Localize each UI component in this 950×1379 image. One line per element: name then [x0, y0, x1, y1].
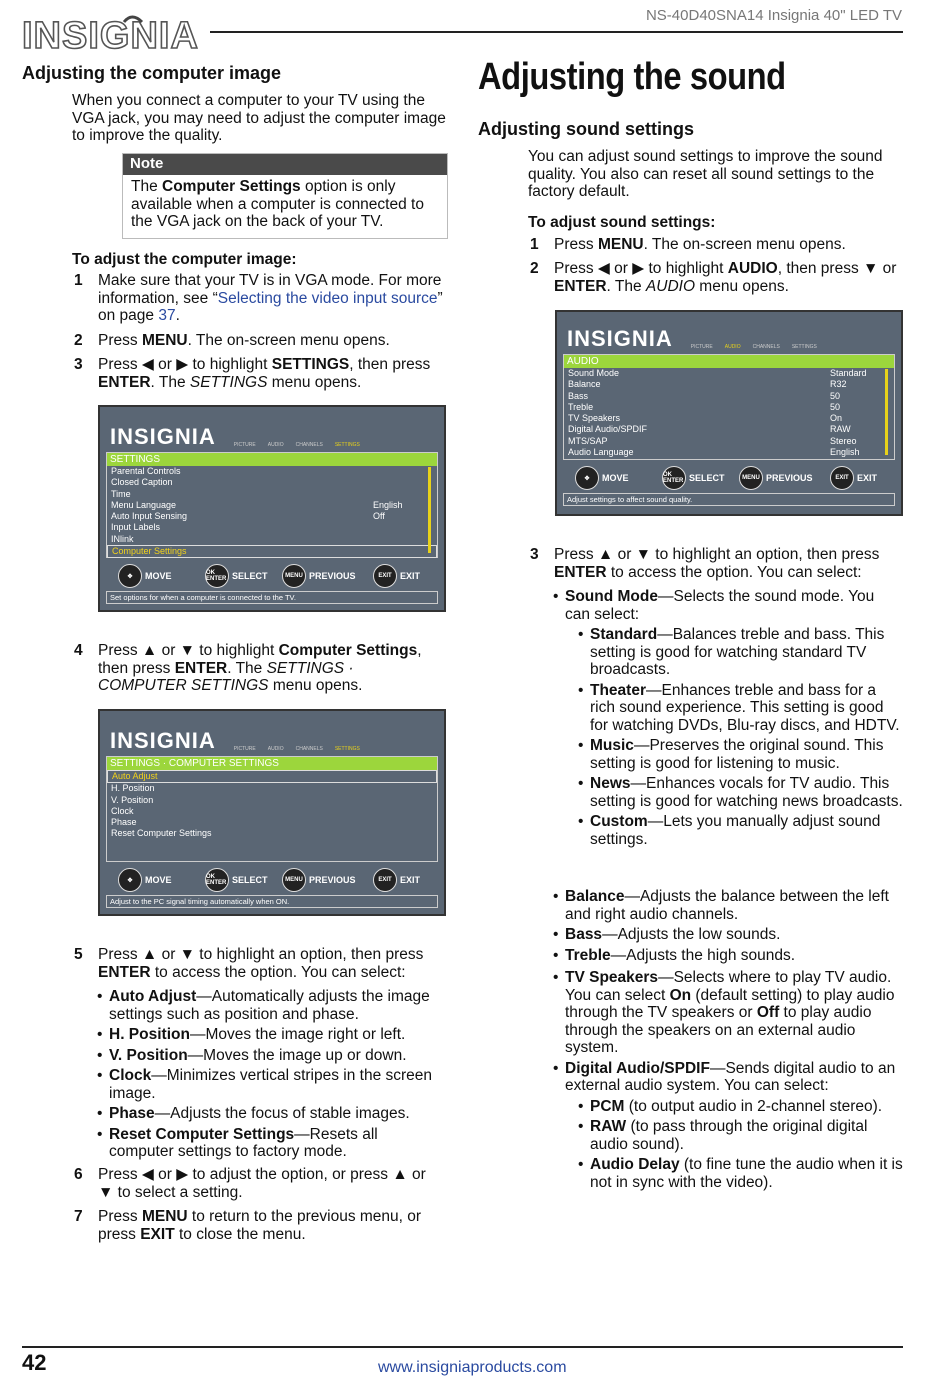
- tv-description: Set options for when a computer is connected to the TV.: [106, 591, 438, 604]
- list-item: • Audio Delay (to fine tune the audio when it is not in sync with the video).: [578, 1156, 903, 1191]
- step-3: 3 Press ▲ or ▼ to highlight an option, then press ENTER to access the option. You can select:: [530, 546, 880, 581]
- insignia-logo: [20, 8, 210, 58]
- tv-menu-item: MTS/SAP Stereo: [568, 435, 857, 446]
- document-title: NS-40D40SNA14 Insignia 40" LED TV: [645, 7, 902, 24]
- section-heading: Adjusting the computer image: [22, 63, 282, 83]
- svg-text:INSIGNIA: INSIGNIA: [22, 15, 199, 57]
- tv-audio-menu-screenshot: INSIGNIA PICTURE AUDIO CHANNELS SETTINGS AUDIO Sound Mode Standard Balance R32 Bass 50 Treble 50 TV Speakers On Digital Audio/SPDIF RAW MTS/SAP Stereo Audio Language English ✥ MOVE OK ENTER SELECT MENU PREVIOUS EXIT EXIT Adjust settings to affect sound quality.: [555, 310, 903, 516]
- step-4: 4 Press ▲ or ▼ to highlight Computer Settings, then press ENTER. The SETTINGS · COMPUTER SETTINGS menu opens.: [74, 642, 422, 694]
- option-sound-mode: • Sound Mode—Selects the sound mode. You can select: • Standard—Balances treble and bass. This setting is good for watching standard TV broadcasts. • Theater—Enhances treble and bass for a rich sound experience. This setting is good for watching DVDs, Blu-ray discs, and HDTV. • Music—Preserves the original sound. This setting is good for listening to music. • News—Enhances vocals for TV audio. This setting is good for watching news broadcasts. • Custom—Lets you manually adjust sound settings.: [553, 588, 903, 848]
- option-digital-audio: • Digital Audio/SPDIF—Sends digital audio to an external audio system. You can select: • PCM (to output audio in 2-channel stereo). • RAW (to pass through the original digital audio sound). • Audio Delay (to fine tune the audio when it is not in sync with the video).: [553, 1060, 903, 1192]
- note-title: Note: [123, 154, 447, 175]
- tv-description: Adjust to the PC signal timing automatically when ON.: [106, 895, 438, 908]
- tv-menu-item: Parental Controls: [111, 466, 181, 476]
- tv-menu-bar: AUDIO: [564, 355, 894, 368]
- tv-menu-item: Phase: [111, 817, 137, 828]
- tv-menu-item: Reset Computer Settings: [111, 828, 212, 839]
- intro-paragraph: You can adjust sound settings to improve the sound quality. You also can reset all sound settings to the factory default.: [528, 148, 883, 200]
- list-item: • Treble—Adjusts the high sounds.: [553, 947, 903, 965]
- step-5: 5 Press ▲ or ▼ to highlight an option, then press ENTER to access the option. You can select:: [74, 946, 424, 981]
- tv-menu-item: Digital Audio/SPDIF RAW: [568, 424, 851, 435]
- footer-url[interactable]: www.insigniaproducts.com: [378, 1359, 567, 1376]
- procedure-heading: To adjust the computer image:: [72, 251, 297, 268]
- list-item: • Reset Computer Settings—Resets all computer settings to factory mode.: [97, 1126, 437, 1161]
- note-body: The Computer Settings option is only available when a computer is connected to the VGA jack on the back of your TV.: [131, 178, 424, 230]
- tv-menu-item: Treble 50: [568, 401, 841, 412]
- option-tv-speakers: • TV Speakers—Selects where to play TV audio. You can select On (default setting) to play audio through the TV speakers or Off to play audio through the speakers on an external audio system.: [553, 969, 903, 1057]
- tv-menu-item: TV Speakers On: [568, 413, 843, 424]
- step-3-options: [553, 588, 903, 851]
- tv-menu-item: H. Position: [111, 783, 155, 794]
- list-item: • PCM (to output audio in 2-channel stereo).: [578, 1098, 903, 1116]
- tv-menu-item: Time: [111, 488, 131, 499]
- step-3: 3 Press ◀ or ▶ to highlight SETTINGS, then press ENTER. The SETTINGS menu opens.: [74, 356, 431, 391]
- list-item: • Theater—Enhances treble and bass for a rich sound experience. This setting is good for watching DVDs, Blu-ray discs, and HDTV.: [578, 682, 903, 735]
- step-7: 7 Press MENU to return to the previous menu, or press EXIT to close the menu.: [74, 1208, 422, 1243]
- tv-menu-item: Sound Mode Standard: [568, 368, 867, 378]
- step-1: 1 Press MENU. The on-screen menu opens.: [530, 236, 846, 253]
- link-page[interactable]: 37: [158, 307, 176, 324]
- step-1: 1 Make sure that your TV is in VGA mode. For more information, see “Selecting the video input source” on page 37.: [74, 272, 443, 324]
- tv-menu-bar: SETTINGS: [107, 453, 437, 466]
- tv-menu-item: V. Position: [111, 794, 154, 805]
- tv-menu-item: Input Labels: [111, 522, 161, 533]
- footer-rule: [22, 1346, 903, 1348]
- tv-menu-item: Clock: [111, 805, 134, 816]
- tv-menu-item: Auto Adjust: [107, 770, 437, 783]
- list-item: • H. Position—Moves the image right or left.: [97, 1026, 437, 1044]
- list-item: • RAW (to pass through the original digital audio sound).: [578, 1118, 903, 1153]
- header-rule: [210, 31, 903, 33]
- tv-menu-item: Audio Language English: [568, 447, 860, 458]
- link-video-input[interactable]: Selecting the video input source: [217, 289, 438, 307]
- list-item: • Custom—Lets you manually adjust sound settings.: [578, 813, 903, 848]
- tv-menu-item: Closed Caption: [111, 477, 173, 488]
- section-heading: Adjusting sound settings: [478, 119, 694, 139]
- tv-menu-bar: SETTINGS · COMPUTER SETTINGS: [107, 757, 437, 770]
- procedure-heading: To adjust sound settings:: [528, 214, 716, 231]
- step-5-options: [97, 988, 437, 1164]
- step-2: 2 Press ◀ or ▶ to highlight AUDIO, then press ▼ or ENTER. The AUDIO menu opens.: [530, 260, 897, 295]
- list-item: • Auto Adjust—Automatically adjusts the image settings such as position and phase.: [97, 988, 437, 1023]
- list-item: • Balance—Adjusts the balance between the left and right audio channels.: [553, 888, 903, 923]
- intro-paragraph: When you connect a computer to your TV using the VGA jack, you may need to adjust the computer image to improve the quality.: [72, 92, 446, 144]
- tv-menu-item: Computer Settings: [107, 545, 437, 558]
- page-number: 42: [22, 1350, 47, 1375]
- list-item: • V. Position—Moves the image up or down.: [97, 1047, 437, 1065]
- tv-menu-item: Menu Language English: [111, 499, 403, 510]
- list-item: • Standard—Balances treble and bass. This setting is good for watching standard TV broadcasts.: [578, 626, 903, 679]
- tv-computer-settings-screenshot: INSIGNIA PICTURE AUDIO CHANNELS SETTINGS SETTINGS · COMPUTER SETTINGS Auto Adjust H. Position V. Position Clock Phase Reset Computer Settings ✥ MOVE OK ENTER SELECT MENU PREVIOUS EXIT EXIT Adjust to the PC signal timing automatically when ON.: [98, 709, 446, 916]
- page-title: Adjusting the sound: [478, 56, 786, 98]
- list-item: • Bass—Adjusts the low sounds.: [553, 926, 903, 944]
- list-item: • Music—Preserves the original sound. This setting is good for listening to music.: [578, 737, 903, 772]
- list-item: • Clock—Minimizes vertical stripes in the screen image.: [97, 1067, 437, 1102]
- step-2: 2 Press MENU. The on-screen menu opens.: [74, 332, 390, 349]
- list-item: • Phase—Adjusts the focus of stable images.: [97, 1105, 437, 1123]
- tv-menu-item: Balance R32: [568, 379, 847, 390]
- list-item: • News—Enhances vocals for TV audio. This setting is good for watching news broadcasts.: [578, 775, 903, 810]
- tv-settings-menu-screenshot: INSIGNIA PICTURE AUDIO CHANNELS SETTINGS SETTINGS Parental Controls Closed Caption Time Menu Language English Auto Input Sensing Off Input Labels INlink Computer Settings ✥ MOVE OK ENTER SELECT MENU PREVIOUS EXIT EXIT Set options for when a computer is connected to the TV.: [98, 405, 446, 612]
- step-6: 6 Press ◀ or ▶ to adjust the option, or press ▲ or ▼ to select a setting.: [74, 1166, 426, 1201]
- tv-menu-item: Bass 50: [568, 390, 841, 401]
- tv-description: Adjust settings to affect sound quality.: [563, 493, 895, 506]
- tv-logo: INSIGNIA: [110, 424, 216, 449]
- note-box: [122, 153, 448, 239]
- tv-menu-item: Auto Input Sensing Off: [111, 511, 385, 522]
- tv-menu-item: INlink: [111, 533, 134, 544]
